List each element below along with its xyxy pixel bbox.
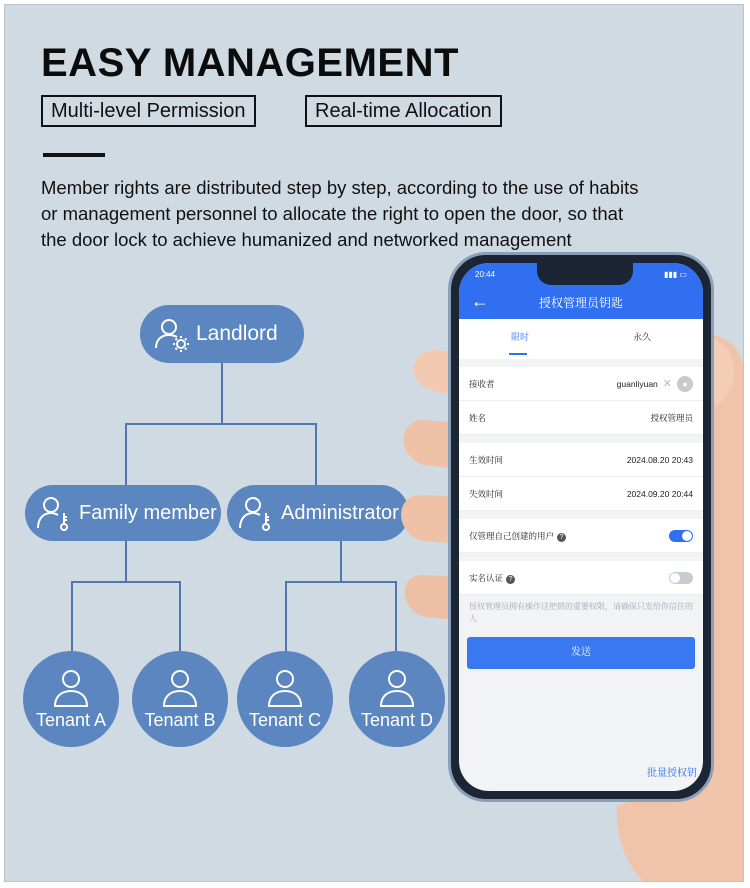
receiver-input[interactable]: guanliyuan — [616, 378, 658, 389]
help-icon[interactable]: ? — [557, 533, 566, 542]
tab-bar — [459, 319, 703, 359]
poster — [4, 4, 744, 882]
real-name-auth-label: 实名认证 — [469, 572, 504, 583]
app-bar — [459, 285, 703, 319]
real-name-auth-row — [459, 561, 703, 595]
help-icon[interactable]: ? — [506, 575, 515, 584]
manage-own-users-toggle[interactable] — [669, 530, 693, 542]
contact-picker-icon[interactable]: ● — [677, 376, 693, 392]
tag-multi-level-permission: Multi-level Permission — [41, 95, 256, 127]
name-row[interactable] — [459, 401, 703, 435]
clear-icon[interactable]: ✕ — [662, 378, 672, 390]
back-arrow-icon[interactable]: ← — [471, 291, 489, 311]
page-title: EASY MANAGEMENT — [41, 41, 459, 85]
status-time: 20:44 — [475, 269, 496, 279]
manage-own-users-row — [459, 519, 703, 553]
name-input[interactable]: 授权管理员 — [650, 412, 693, 423]
manage-own-users-label: 仅管理自己创建的用户 — [469, 530, 555, 541]
tenant-label: Tenant B — [144, 709, 216, 730]
tab-limited-time[interactable]: 限时 — [510, 332, 529, 342]
node-administrator-label: Administrator — [281, 501, 399, 524]
node-family-member-label: Family member — [79, 501, 217, 524]
send-button[interactable]: 发送 — [467, 637, 695, 669]
node-landlord-label: Landlord — [196, 322, 278, 345]
description-text: Member rights are distributed step by step, according to the use of habits or management personnel to allocate the right to open the door, so that the door lock to achieve humanized and networked management — [41, 177, 639, 250]
active-tab-indicator — [509, 353, 527, 355]
batch-authorize-link[interactable]: 批量授权钥 — [647, 768, 697, 779]
tag-real-time-allocation: Real-time Allocation — [305, 95, 502, 127]
phone — [448, 252, 714, 802]
end-time-label: 失效时间 — [469, 488, 504, 499]
tab-permanent[interactable]: 永久 — [632, 332, 651, 342]
phone-screen — [459, 263, 703, 791]
start-time-row[interactable] — [459, 443, 703, 477]
real-name-auth-toggle[interactable] — [669, 572, 693, 584]
name-label: 姓名 — [469, 412, 487, 423]
warning-note: 授权管理员拥有操作这把锁的重要权限，请确保只发给你信任的人 — [469, 602, 693, 623]
receiver-label: 接收者 — [469, 378, 495, 389]
signal-battery-icon: ▮▮▮ ▭ — [664, 269, 687, 279]
tenant-label: Tenant A — [35, 709, 107, 730]
tenant-label: Tenant D — [360, 709, 434, 730]
end-time-row[interactable] — [459, 477, 703, 511]
tenant-label: Tenant C — [248, 709, 322, 730]
receiver-row[interactable] — [459, 367, 703, 401]
camera-notch — [537, 263, 633, 285]
app-title: 授权管理员钥匙 — [538, 295, 623, 310]
end-time-value[interactable]: 2024.09.20 20:44 — [626, 488, 693, 499]
start-time-value[interactable]: 2024.08.20 20:43 — [626, 454, 693, 465]
start-time-label: 生效时间 — [469, 454, 504, 465]
